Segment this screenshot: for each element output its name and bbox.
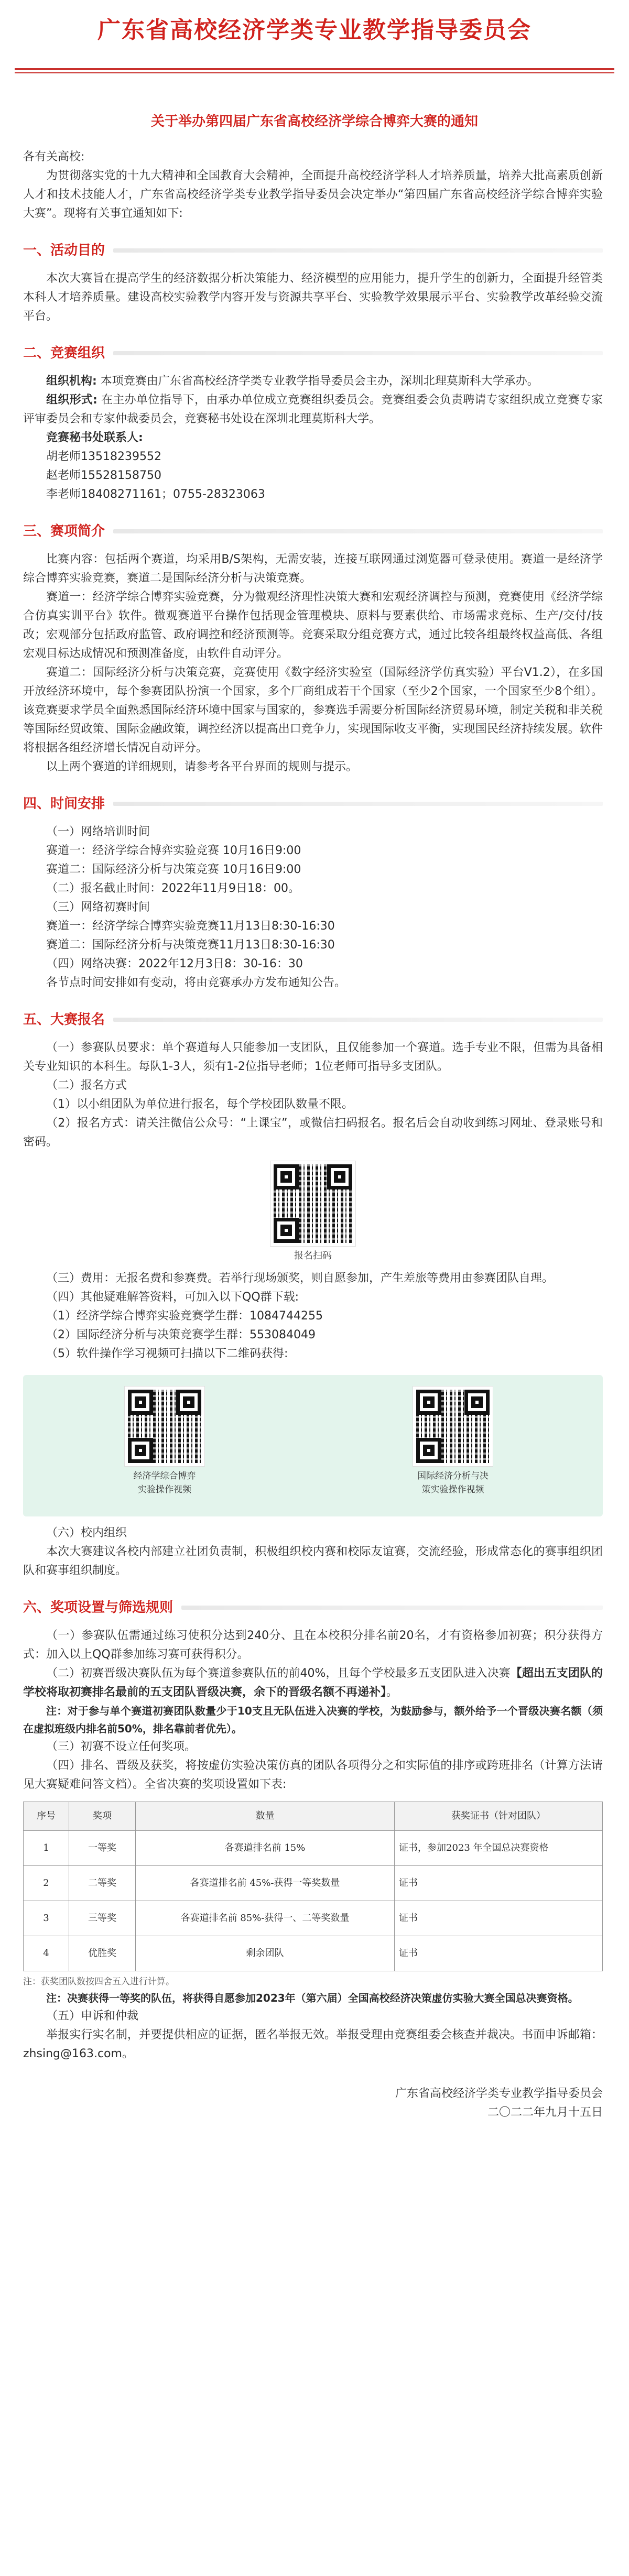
video-qr-panel <box>23 1375 603 1516</box>
contact-item: 赵老师15528158750 <box>46 469 161 482</box>
video-qr-code-icon[interactable] <box>413 1387 493 1466</box>
form-text: 在主办单位指导下，由承办单位成立竞赛组织委员会。竞赛组委会负责聘请专家组织成立竞赛专家评审委员会和专家仲裁委员会，竞赛秘书处设在深圳北理莫斯科大学。 <box>23 394 603 425</box>
table-cell: 1 <box>24 1831 69 1866</box>
section-heading-registration <box>23 1010 603 1029</box>
qq-group-line: （1）经济学综合博弈实验竞赛学生群：1084744255 <box>46 1309 323 1323</box>
qr-caption: 经济学综合博弈 实验操作视频 <box>133 1471 196 1495</box>
table-cell: 各赛道排名前 85%-获得一、二等奖数量 <box>136 1901 395 1936</box>
final-qualification-note: 注：决赛获得一等奖的队伍，将获得自愿参加2023年（第六届）全国高校经济决策虚仿实验大赛全国总决赛资格。 <box>46 1992 579 2004</box>
table-cell: 证书 <box>395 1936 603 1971</box>
ranking-paragraph: （四）排名、晋级及获奖，将按虚仿实验决策仿真的团队各项得分之和实际值的排序或跨班排名（计算方法请见大赛疑难问答文档）。全省决赛的奖项设置如下表: <box>23 1759 603 1791</box>
section-divider <box>113 802 603 806</box>
section-title: 一、活动目的 <box>23 243 105 258</box>
table-cell: 4 <box>24 1936 69 1971</box>
greeting: 各有关高校: <box>23 150 85 163</box>
org-text: 本项竞赛由广东省高校经济学类专业教学指导委员会主办，深圳北理莫斯科大学承办。 <box>96 375 539 388</box>
section-divider <box>113 351 603 355</box>
participant-requirements: （一）参赛队员要求：单个赛道每人只能参加一支团队，且仅能参加一个赛道。选手专业不限，但需为具备相关专业知识的本科生。每队1-3人，须有1-2位指导老师；1位老师可指导多支团队。 <box>23 1041 603 1073</box>
column-header: 奖项 <box>69 1802 136 1831</box>
column-header: 序号 <box>24 1802 69 1831</box>
signature-block <box>23 2084 603 2122</box>
org-label: 组织机构: <box>46 375 97 388</box>
registration-method-heading: （二）报名方式 <box>46 1079 127 1092</box>
section-heading-awards <box>23 1598 603 1617</box>
table-cell: 证书 <box>395 1866 603 1901</box>
section-divider <box>113 248 603 253</box>
track-two-paragraph: 赛道二：国际经济分析与决策竞赛，竞赛使用《数字经济实验室（国际经济学仿真实验）平台V1.2），在多国开放经济环境中，每个参赛团队扮演一个国家，多个厂商组成若干个国家（至少2个国家，一个国家至少8个组）。该竞赛要求学员全面熟悉国际经济环境中国家与国家的，参赛选手需要分析国际经济贸易环境，制定关税和非关税等国际经贸政策、国际金融政策，调控经济以提高出口竞争力，实现国际收支平衡，实现国民经济持续发展。软件将根据各组经济增长情况自动评分。 <box>23 666 603 755</box>
rules-reference-paragraph: 以上两个赛道的详细规则，请参考各平台界面的规则与提示。 <box>46 760 358 773</box>
table-cell: 3 <box>24 1901 69 1936</box>
form-label: 组织形式: <box>46 394 97 407</box>
column-header: 数量 <box>136 1802 395 1831</box>
table-cell: 二等奖 <box>69 1866 136 1901</box>
signature-date: 二〇二二年九月十五日 <box>487 2106 603 2119</box>
advancement-bold: 【超出五支团队的学校将取初赛排名最前的五支团队晋级决赛，余下的晋级名额不再递补】 <box>23 1667 603 1699</box>
section-heading-organization <box>23 344 603 363</box>
appeal-paragraph: 举报实行实名制，并要提供相应的证据，匿名举报无效。举报受理由竞赛组委会核查并裁决。书面申诉邮箱：zhsing@163.com。 <box>23 2028 603 2060</box>
intro-content-paragraph: 比赛内容：包括两个赛道，均采用B/S架构，无需安装，连接互联网通过浏览器可登录使用。赛道一是经济学综合博弈实验竞赛，赛道二是国际经济分析与决策竞赛。 <box>23 553 603 585</box>
schedule-line: 赛道一：经济学综合博弈实验竞赛11月13日8:30-16:30 <box>46 920 335 933</box>
document-body <box>0 148 629 2122</box>
schedule-line: （一）网络培训时间 <box>46 825 150 838</box>
schedule-line: 赛道二：国际经济分析与决策竞赛 10月16日9:00 <box>46 863 301 876</box>
fee-paragraph: （三）费用：无报名费和参赛费。若举行现场颁奖，则自愿参加，产生差旅等费用由参赛团队自理。 <box>46 1272 554 1285</box>
section-title: 五、大赛报名 <box>23 1012 105 1028</box>
schedule-line: （二）报名截止时间：2022年11月9日18：00。 <box>46 882 300 895</box>
video-qr-code-icon[interactable] <box>125 1387 204 1466</box>
qq-group-line: （2）国际经济分析与决策竞赛学生群：553084049 <box>46 1328 316 1341</box>
intro-paragraph: 为贯彻落实党的十九大精神和全国教育大会精神，全面提升高校经济学科人才培养质量，培养大批高素质创新人才和技术技能人才，广东省高校经济学类专业教学指导委员会决定举办“第四届广东省高校经济学综合博弈实验大赛”。现将有关事宜通知如下: <box>23 169 603 220</box>
schedule-note: 各节点时间安排如有变动，将由竞赛承办方发布通知公告。 <box>46 976 346 989</box>
campus-org-paragraph: 本次大赛建议各校内部建立社团负责制，积极组织校内赛和校际友谊赛，交流经验，形成常态化的赛事组织团队和赛事组织制度。 <box>23 1545 603 1577</box>
table-cell: 证书 <box>395 1901 603 1936</box>
schedule-line: 赛道二：国际经济分析与决策竞赛11月13日8:30-16:30 <box>46 938 335 952</box>
section-title: 四、时间安排 <box>23 796 105 812</box>
table-row <box>24 1901 603 1936</box>
bonus-slot-note: 注：对于参与单个赛道初赛团队数量少于10支且无队伍进入决赛的学校，为鼓励参与，额外给予一个晋级决赛名额（须在虚拟班级内排名前50%，排名靠前者优先）。 <box>23 1705 603 1735</box>
table-row <box>24 1936 603 1971</box>
section-heading-introduction <box>23 522 603 541</box>
table-cell: 各赛道排名前 15% <box>136 1831 395 1866</box>
schedule-line: （四）网络决赛：2022年12月3日8：30-16：30 <box>46 957 303 970</box>
awards-table <box>23 1802 603 1971</box>
table-cell: 三等奖 <box>69 1901 136 1936</box>
document-title: 关于举办第四届广东省高校经济学综合博弈大赛的通知 <box>150 114 478 129</box>
section-title: 三、赛项简介 <box>23 523 105 539</box>
table-note: 注：获奖团队数按四舍五入进行计算。 <box>23 1977 175 1987</box>
letterhead <box>15 0 614 70</box>
table-cell: 各赛道排名前 45%-获得一等奖数量 <box>136 1866 395 1901</box>
advancement-text: （二）初赛晋级决赛队伍为每个赛道参赛队伍的前40%，且每个学校最多五支团队进入决赛 <box>46 1667 511 1680</box>
section-heading-purpose <box>23 241 603 260</box>
advancement-tail: 。 <box>386 1686 398 1699</box>
registration-item: （1）以小组团队为单位进行报名，每个学校团队数量不限。 <box>46 1098 353 1111</box>
section-divider <box>113 1018 603 1022</box>
registration-item: （2）报名方式：请关注微信公众号：“上课宝”，或微信扫码报名。报名后会自动收到练习网址、登录账号和密码。 <box>23 1117 603 1149</box>
form-paragraph <box>23 391 603 429</box>
section-divider <box>113 529 603 533</box>
table-cell: 2 <box>24 1866 69 1901</box>
section-title: 六、奖项设置与筛选规则 <box>23 1600 173 1616</box>
table-cell: 证书，参加2023 年全国总决赛资格 <box>395 1831 603 1866</box>
table-row <box>24 1831 603 1866</box>
contact-item: 李老师18408271161；0755-28323063 <box>46 488 265 501</box>
qq-groups-heading: （四）其他疑难解答资料，可加入以下QQ群下载: <box>46 1291 299 1304</box>
no-prelim-awards: （三）初赛不设立任何奖项。 <box>46 1740 197 1753</box>
registration-qr-block <box>23 1161 603 1264</box>
org-title: 广东省高校经济学类专业教学指导委员会 <box>97 17 532 43</box>
section-heading-schedule <box>23 794 603 813</box>
table-cell: 一等奖 <box>69 1831 136 1866</box>
schedule-line: 赛道一：经济学综合博弈实验竞赛 10月16日9:00 <box>46 844 301 857</box>
qr-caption: 国际经济分析与决 策实验操作视频 <box>417 1471 489 1495</box>
schedule-line: （三）网络初赛时间 <box>46 901 150 914</box>
contact-item: 胡老师13518239552 <box>46 450 161 463</box>
org-paragraph <box>23 372 603 391</box>
section-divider <box>181 1606 603 1610</box>
campus-org-heading: （六）校内组织 <box>46 1526 127 1540</box>
section-title: 二、竞赛组织 <box>23 345 105 361</box>
purpose-paragraph: 本次大赛旨在提高学生的经济数据分析决策能力、经济模型的应用能力，提升学生的创新力，全面提升经管类本科人才培养质量。建设高校实验教学内容开发与资源共享平台、实验教学效果展示平台、实验教学改革经验交流平台。 <box>23 272 603 323</box>
appeal-heading: （五）申诉和仲裁 <box>46 2010 139 2023</box>
qr-caption: 报名扫码 <box>294 1250 332 1261</box>
advancement-paragraph <box>23 1664 603 1702</box>
table-cell: 剩余团队 <box>136 1936 395 1971</box>
qualification-paragraph: （一）参赛队伍需通过练习使积分达到240分、且在本校积分排名前20名，才有资格参加初赛；积分获得方式：加入以上QQ群参加练习赛可获得积分。 <box>23 1629 603 1661</box>
video-qr-card-left <box>96 1387 233 1497</box>
video-qr-card-right <box>385 1387 521 1497</box>
table-header-row <box>24 1802 603 1831</box>
registration-qr-code-icon[interactable] <box>270 1161 355 1246</box>
column-header: 获奖证书（针对团队） <box>395 1802 603 1831</box>
table-row <box>24 1866 603 1901</box>
track-one-paragraph: 赛道一：经济学综合博弈实验竞赛，分为微观经济理性决策大赛和宏观经济调控与预测，竞赛使用《经济学综合仿真实训平台》软件。微观赛道平台操作包括现金管理模块、原料与要素供给、市场需求竞标、生产/交付/技改；宏观部分包括政府监管、政府调控和经济预测等。竞赛采取分组竞赛方式，通过比较各组最终权益高低、各组宏观目标达成情况和预测准备度，由软件自动评分。 <box>23 591 603 660</box>
table-cell: 优胜奖 <box>69 1936 136 1971</box>
letterhead-rule <box>15 72 614 73</box>
video-heading: （5）软件操作学习视频可扫描以下二维码获得: <box>46 1347 288 1360</box>
signature-org: 广东省高校经济学类专业教学指导委员会 <box>395 2087 603 2100</box>
contact-label: 竞赛秘书处联系人: <box>46 431 143 444</box>
